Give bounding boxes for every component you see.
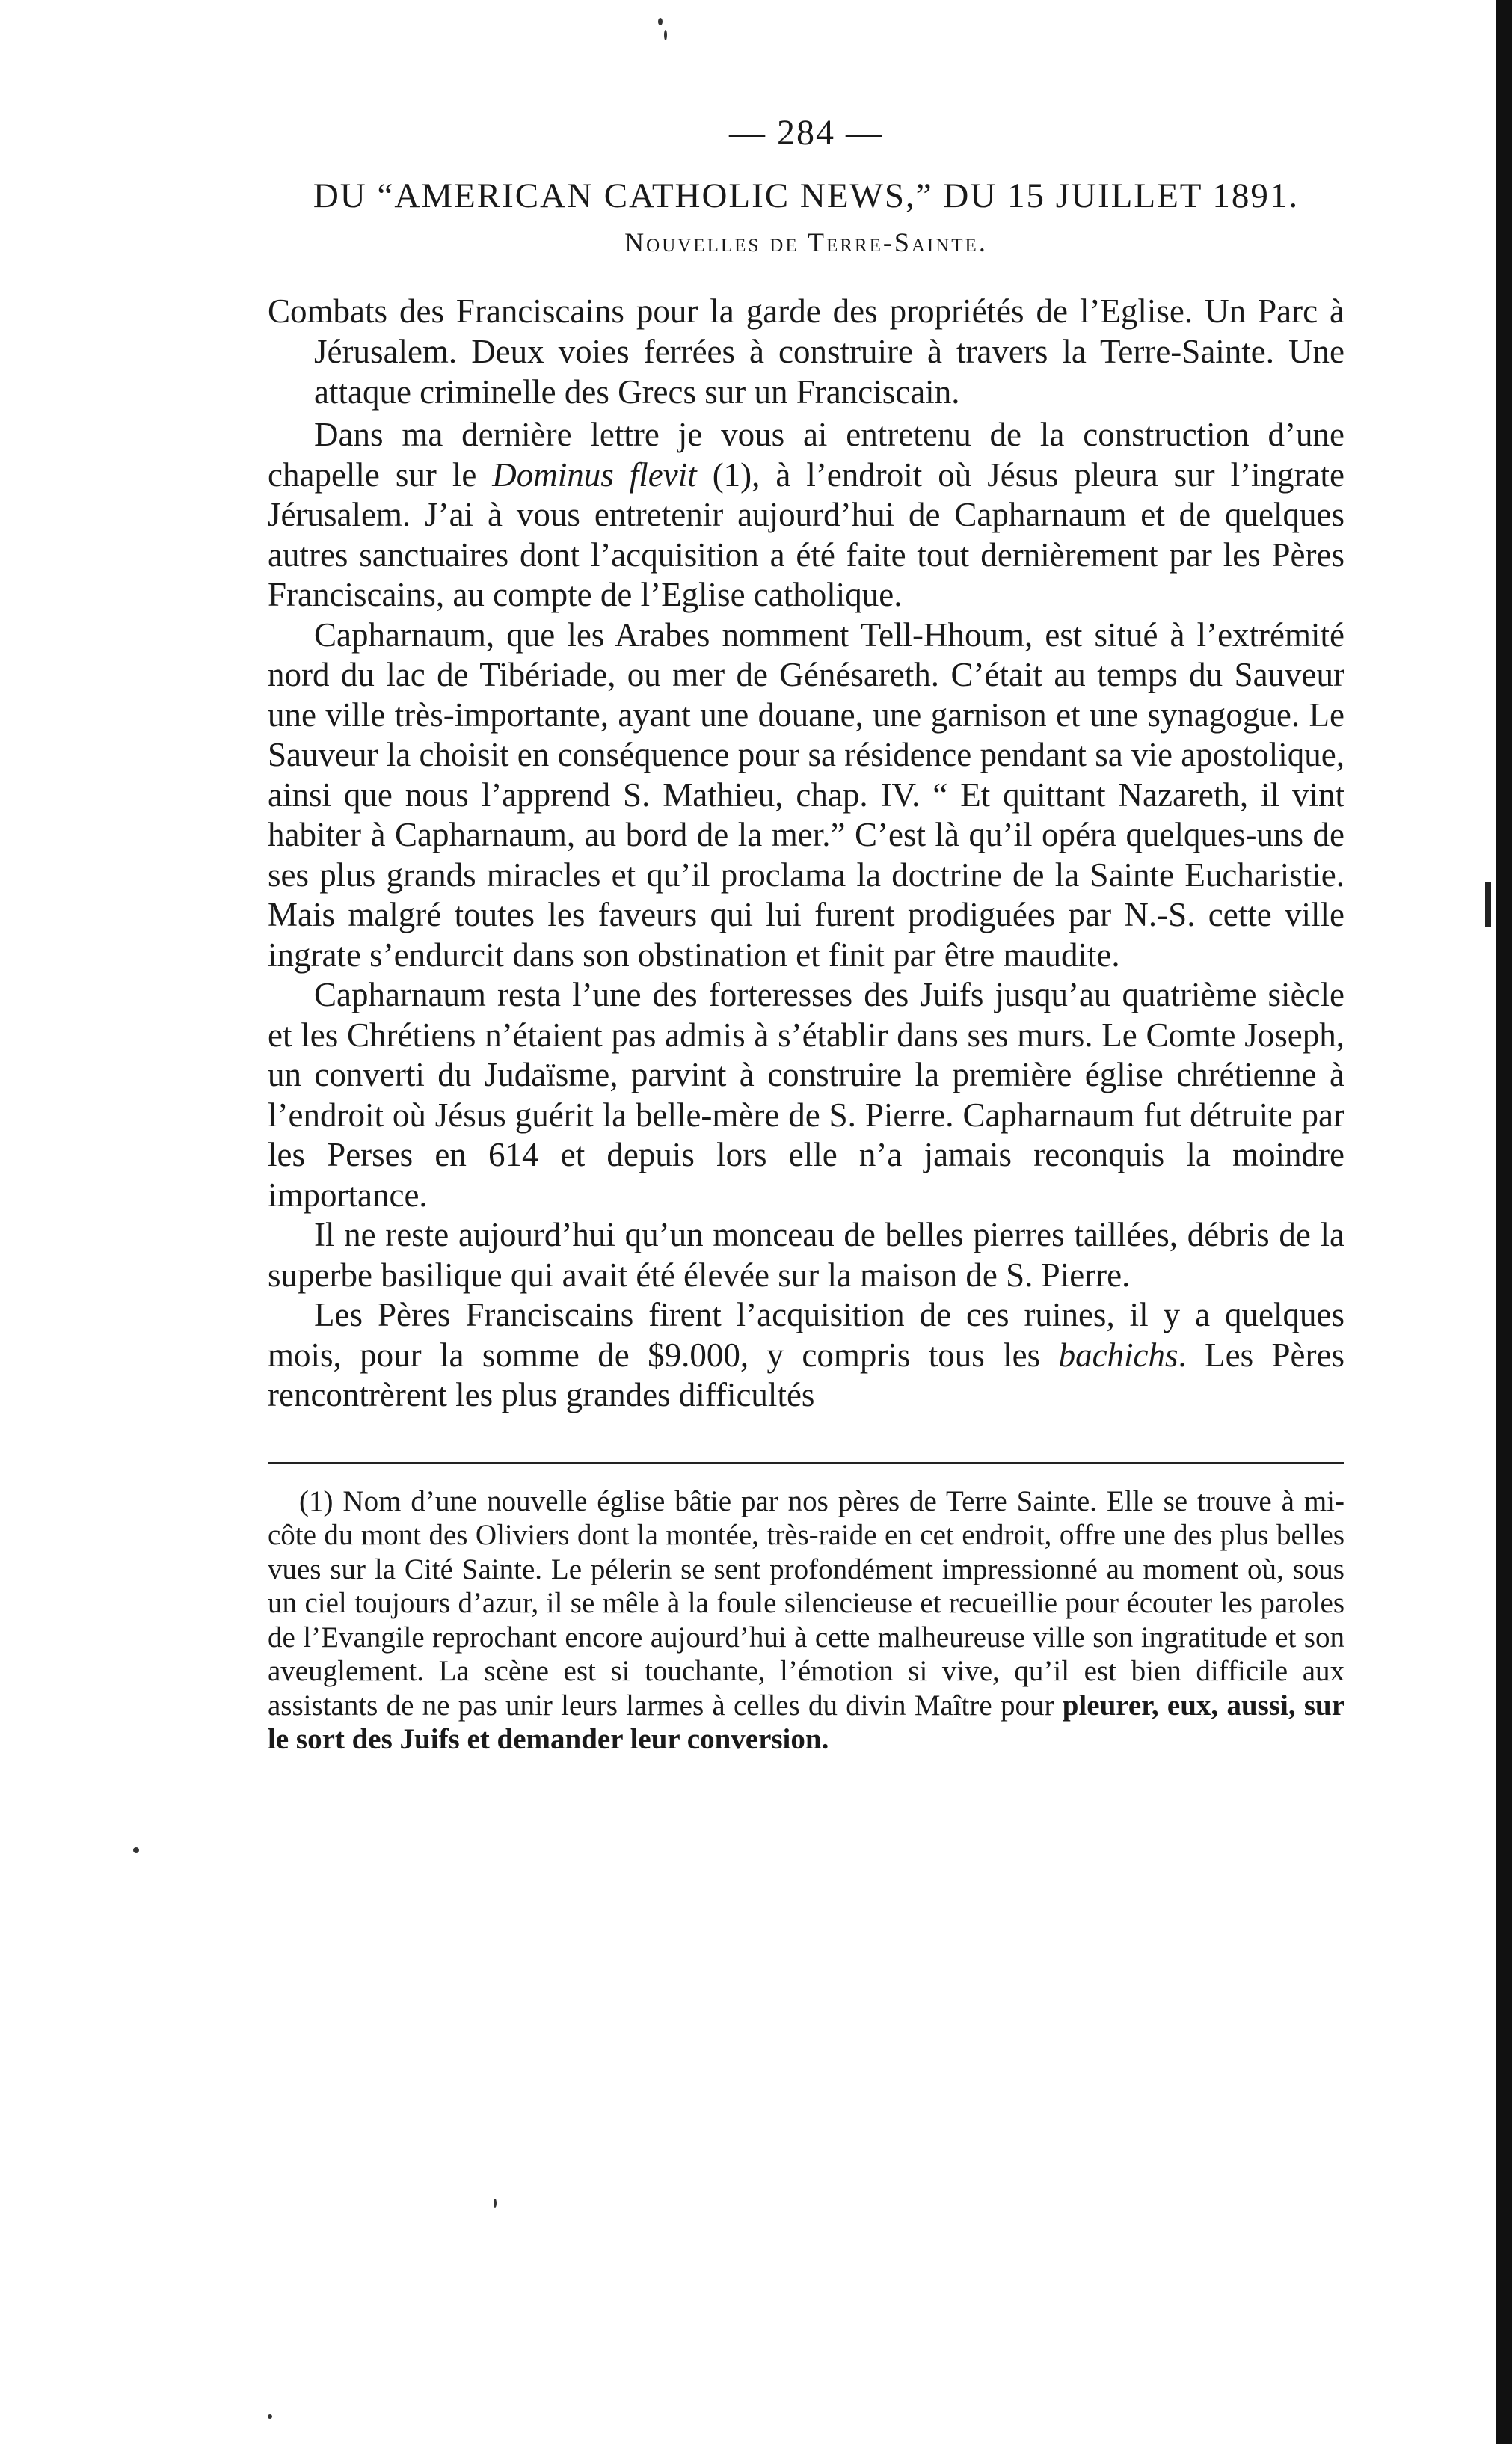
footnote-divider bbox=[268, 1462, 1344, 1464]
scan-speck bbox=[658, 18, 663, 25]
paragraph-5-text: Les Pères Franciscains firent l’acquisition de ces ruines, il y a quelques mois, pour la somme de $9.000, y compris tous les bbox=[268, 1296, 1344, 1374]
paragraph-3: Capharnaum resta l’une des forteresses des Juifs jusqu’au quatrième siècle et les Chrétiens n’étaient pas admis à s’établir dans ses murs. Le Comte Joseph, un converti du Judaïsme, parvint à construire la première église chrétienne à l’endroit où Jésus guérit la belle-mère de S. Pierre. Capharnaum fut détruite par les Perses en 614 et depuis lors elle n’a jamais reconquis la moindre importance. bbox=[268, 976, 1344, 1214]
article-summary: Combats des Franciscains pour la garde des propriétés de l’Eglise. Un Parc à Jérusalem. Deux voies ferrées à construire à travers la Terre-Sainte. Une attaque criminelle des Grecs sur un Franciscain. bbox=[268, 292, 1344, 411]
paragraph-1-text: Dans ma dernière lettre je vous ai entretenu de la construction d’une chapelle sur le bbox=[268, 416, 1344, 494]
paragraph-1-text-end: (1), à l’endroit où Jésus pleura sur l’ingrate Jérusalem. J’ai à vous entretenir aujourd’hui de Capharnaum et de quelques autres sanctuaires dont l’acquisition a été faite tout dernièrement par les Pères Franciscains, au compte de l’Eglise catholique. bbox=[268, 455, 1344, 613]
scan-edge bbox=[1496, 0, 1512, 2444]
paragraph-5-text-end: . Les Pères rencontrèrent les plus grandes difficultés bbox=[268, 1336, 1345, 1413]
text-column bbox=[268, 112, 1344, 1757]
scan-speck bbox=[268, 2414, 272, 2419]
paragraph-5 bbox=[268, 1295, 1344, 1416]
scan-edge-mark bbox=[1485, 882, 1491, 927]
footnote-last-line: pleurer, eux, aussi, sur le sort des Juifs et demander leur conversion. bbox=[268, 1689, 1345, 1755]
footnote-text: (1) Nom d’une nouvelle église bâtie par nos pères de Terre Sainte. Elle se trouve à mi-côte du mont des Oliviers dont la montée, très-raide en cet endroit, offre une des plus belles vues sur la Cité Sainte. Le pélerin se sent profondément impressionné au moment où, sous un ciel toujours d’azur, il se mêle à la foule silencieuse et recueillie pour écouter les paroles de l’Evangile reprochant encore aujourd’hui à cette malheureuse ville son ingratitude et son aveuglement. La scène est si touchante, l’émotion si vive, qu’il est bien difficile aux assistants de ne pas unir leurs larmes à celles du divin Maître pour bbox=[268, 1484, 1344, 1722]
paragraph-1 bbox=[268, 415, 1344, 615]
scan-speck bbox=[494, 2199, 497, 2208]
paragraph-4: Il ne reste aujourd’hui qu’un monceau de belles pierres taillées, débris de la superbe basilique qui avait été élevée sur la maison de S. Pierre. bbox=[268, 1216, 1344, 1294]
paragraph-2: Capharnaum, que les Arabes nomment Tell-Hhoum, est situé à l’extrémité nord du lac de Tibériade, ou mer de Génésareth. C’était au temps du Sauveur une ville très-importante, ayant une douane, une garnison et une synagogue. Le Sauveur la choisit en conséquence pour sa résidence pendant sa vie apostolique, ainsi que nous l’apprend S. Mathieu, chap. IV. “ Et quittant Nazareth, il vint habiter à Capharnaum, au bord de la mer.” C’est là qu’il opéra quelques-uns de ses plus grands miracles et qu’il proclama la doctrine de la Sainte Eucharistie. Mais malgré toutes les faveurs qui lui furent prodiguées par N.-S. cette ville ingrate s’endurcit dans son obstination et finit par être maudite. bbox=[268, 615, 1344, 974]
footnote bbox=[268, 1484, 1344, 1757]
page-number: — 284 — bbox=[729, 113, 883, 153]
section-title: Nouvelles de Terre-Sainte. bbox=[624, 227, 988, 257]
scan-speck bbox=[133, 1847, 139, 1853]
paragraph-1-italic: Dominus flevit bbox=[492, 455, 697, 494]
article-source-header: DU “AMERICAN CATHOLIC NEWS,” DU 15 JUILLET 1891. bbox=[313, 176, 1300, 215]
paragraph-5-italic: bachichs bbox=[1058, 1336, 1178, 1374]
scan-speck bbox=[664, 30, 667, 40]
